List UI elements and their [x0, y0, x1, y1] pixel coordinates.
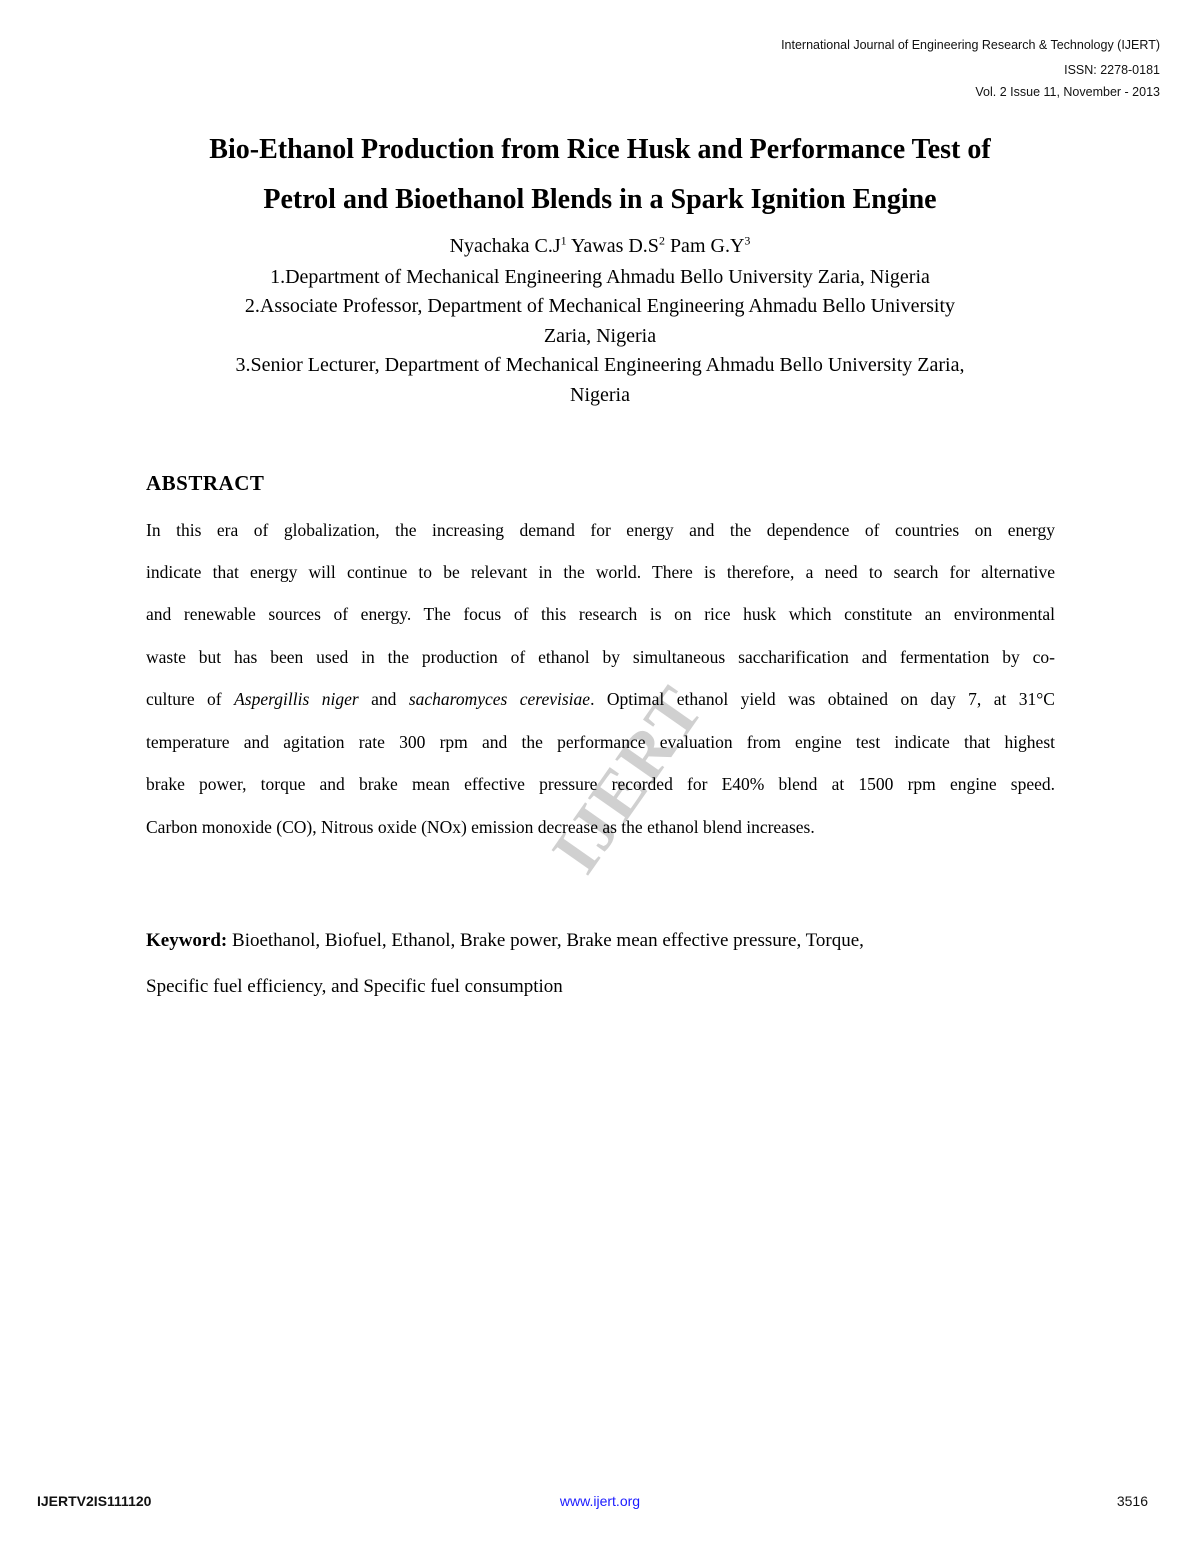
volume-issue: Vol. 2 Issue 11, November - 2013 [975, 85, 1160, 99]
author-name: Nyachaka C.J [449, 235, 561, 257]
abstract-heading: ABSTRACT [146, 471, 265, 495]
abstract-text: culture of [146, 689, 235, 709]
keywords-text: Bioethanol, Biofuel, Ethanol, Brake power, Brake mean effective pressure, Torque, [227, 930, 864, 951]
affiliation-3-line-1: 3.Senior Lecturer, Department of Mechanical Engineering Ahmadu Bello University Zaria, [235, 354, 965, 376]
abstract-line: In this era of globalization, the increasing demand for energy and the dependence of countries on energy [146, 520, 1055, 540]
author-list [0, 235, 1200, 258]
abstract-line: indicate that energy will continue to be relevant in the world. There is therefore, a need to search for alternative [146, 562, 1055, 582]
species-name: Aspergillis niger [234, 689, 359, 709]
journal-website-link [0, 1493, 1200, 1509]
author-name: Yawas D.S [570, 235, 659, 257]
paper-title-line-1: Bio-Ethanol Production from Rice Husk and Performance Test of [209, 134, 991, 165]
affiliation-1: 1.Department of Mechanical Engineering Ahmadu Bello University Zaria, Nigeria [270, 266, 930, 288]
journal-name: International Journal of Engineering Research & Technology (IJERT) [781, 38, 1160, 52]
watermark-text: IJERT [536, 672, 719, 887]
abstract-text: and [358, 689, 409, 709]
paper-title-line-2: Petrol and Bioethanol Blends in a Spark Ignition Engine [263, 184, 937, 215]
abstract-text: . Optimal ethanol yield was obtained on day 7, at 31°C [590, 689, 1055, 709]
paper-id: IJERTV2IS111120 [37, 1493, 152, 1509]
keywords-label: Keyword: [146, 930, 228, 951]
species-name: sacharomyces cerevisiae [408, 689, 591, 709]
abstract-line: waste but has been used in the production of ethanol by simultaneous saccharification and fermentation by co- [146, 647, 1055, 667]
abstract-line: Carbon monoxide (CO), Nitrous oxide (NOx) emission decrease as the ethanol blend increases. [146, 817, 815, 837]
abstract-line [146, 689, 1055, 710]
affiliation-3-line-2: Nigeria [570, 384, 630, 406]
keywords-line-2: Specific fuel efficiency, and Specific fuel consumption [146, 976, 563, 997]
author-superscript: 1 [560, 233, 567, 248]
author-superscript: 2 [658, 233, 665, 248]
abstract-line: and renewable sources of energy. The focus of this research is on rice husk which constitute an environmental [146, 604, 1055, 624]
affiliation-2-line-2: Zaria, Nigeria [543, 325, 657, 347]
abstract-line: temperature and agitation rate 300 rpm and the performance evaluation from engine test indicate that highest [146, 732, 1055, 752]
author-superscript: 3 [744, 233, 751, 248]
issn: ISSN: 2278-0181 [1064, 63, 1160, 77]
keywords-line-1 [146, 930, 864, 952]
website-link-text[interactable]: www.ijert.org [559, 1493, 641, 1509]
abstract-line: brake power, torque and brake mean effective pressure recorded for E40% blend at 1500 rpm engine speed. [146, 774, 1055, 794]
author-name: Pam G.Y [669, 235, 745, 257]
affiliation-2-line-1: 2.Associate Professor, Department of Mechanical Engineering Ahmadu Bello University [244, 295, 956, 317]
page-number: 3516 [1116, 1493, 1148, 1509]
